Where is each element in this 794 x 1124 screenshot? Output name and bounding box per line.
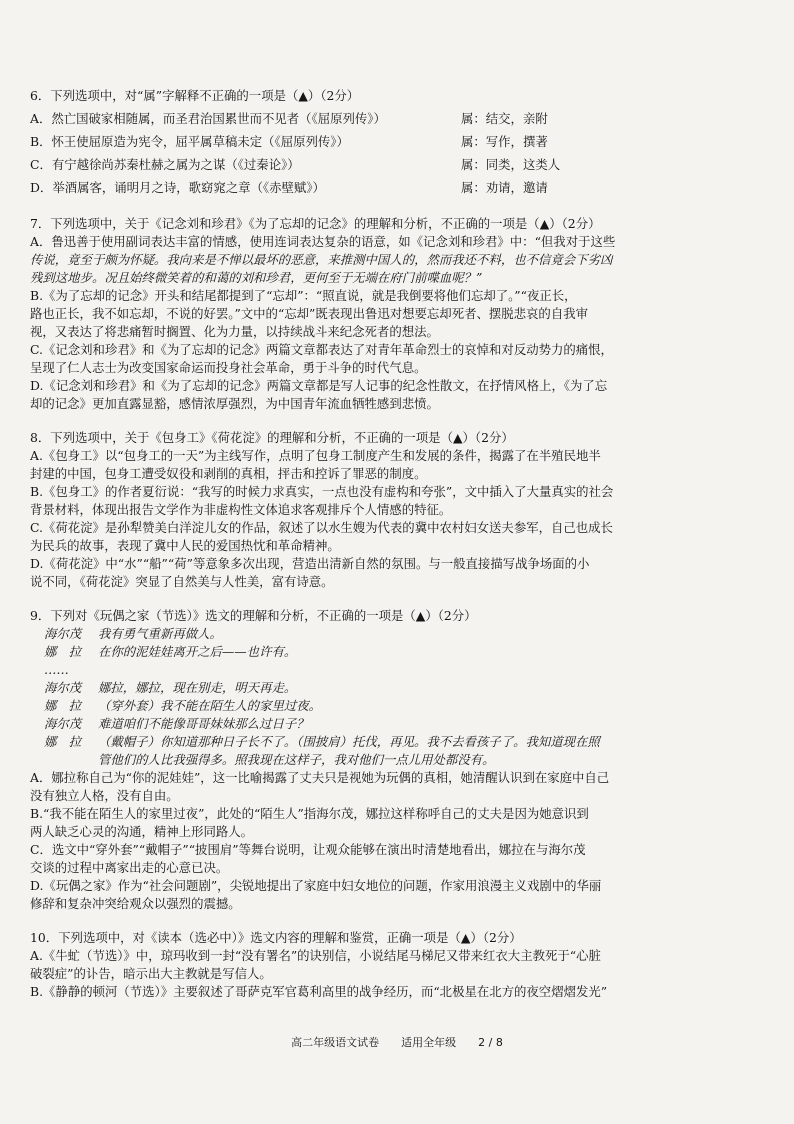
option-a-gloss: 属：结交，亲附 [461,111,548,126]
question-8-option-b-line-2: 背景材料，体现出报告文学作为非虚构性文体追求客观排斥个人情感的特征。 [30,502,452,517]
question-7-option-b-line-3: 视，又表达了将悲痛暂时搁置、化为力量，以持续战斗来纪念死者的想法。 [30,324,439,339]
option-d-text: D．举酒属客，诵明月之诗，歌窈窕之章（《赤壁赋》） [30,180,325,195]
script-line [44,625,662,643]
question-10-title: 10．下列选项中，对《读本（选必中）》选文内容的理解和鉴赏，正确一项是（▲）（2分） [30,930,522,945]
question-6-title: 6．下列选项中，对“属”字解释不正确的一项是（▲）（2分） [30,88,360,103]
question-9-option-d-line-2: 修辞和复杂冲突给观众以强烈的震撼。 [30,896,241,911]
script-speaker: 娜 拉 [44,734,82,749]
question-8-option-d-line-2: 说不同，《荷花淀》突显了自然美与人性美，富有诗意。 [30,574,334,589]
script-text: （穿外套）我不能在陌生人的家里过夜。 [98,698,322,713]
question-7-option-d-line-2: 却的记念》更加直露显豁，感情浓厚强烈，为中国青年流血牺牲感到悲愤。 [30,396,439,411]
script-line [44,661,662,679]
question-6-option-d [30,176,662,199]
question-9-option-b-line-2: 两人缺乏心灵的沟通，精神上形同路人。 [30,824,254,839]
script-text: 我有勇气重新再做人。 [98,626,222,641]
question-9-option-d-line-1: D.《玩偶之家》作为“社会问题剧”，尖锐地提出了家庭中妇女地位的问题，作家用浪漫主义戏剧中的华丽 [30,878,602,893]
question-7-option-a-line-2: 传说，竟至于颇为怀疑。我向来是不惮以最坏的恶意，来推测中国人的，然而我还不料，也不信竟会下劣凶 [30,252,613,267]
question-10-option-b-line-1: B.《静静的顿河（节选）》主要叙述了哥萨克军官葛利高里的战争经历，而“北极星在北方的夜空熠熠发光” [30,984,608,999]
question-10-option-a-line-1: A.《牛虻（节选）》中，琼玛收到一封“没有署名”的诀别信，小说结尾马梯尼又带来红衣大主教死于“心脏 [30,948,601,963]
option-b-gloss: 属：写作，撰著 [461,134,548,149]
question-9-option-c-line-2: 交谈的过程中离家出走的心意已决。 [30,860,229,875]
script-ellipsis: …… [44,662,69,677]
script-line [44,697,662,715]
option-c-text: C．有宁越徐尚苏秦杜赫之属为之谋（《过秦论》） [30,157,300,172]
question-7 [30,215,662,413]
question-8-option-c-line-2: 为民兵的故事，表现了冀中人民的爱国热忱和革命精神。 [30,538,340,553]
option-b-text: B．怀王使屈原造为宪令，屈平属草稿未定（《屈原列传》） [30,134,349,149]
script-speaker: 海尔茂 [44,716,82,731]
question-8-option-b-line-1: B.《包身工》的作者夏衍说：“我写的时候力求真实，一点也没有虚构和夸张”，文中插入了大量真实的社会 [30,484,614,499]
question-8-title: 8．下列选项中，关于《包身工》《荷花淀》的理解和分析，不正确的一项是（▲）（2分） [30,430,514,445]
page-footer: 高二年级语文试卷 适用全年级 2 / 8 [291,1036,503,1049]
script-text: 难道咱们不能像哥哥妹妹那么过日子？ [98,716,309,731]
question-8-option-a-line-2: 封建的中国，包身工遭受奴役和剥削的真相，抨击和控诉了罪恶的制度。 [30,466,427,481]
script-line [44,643,662,661]
question-7-option-b-line-2: 路也正长，我不如忘却，不说的好罢。”文中的“忘却”既表现出鲁迅对想要忘却死者、摆脱悲哀的自我审 [30,306,588,321]
question-7-option-a-line-3: 残到这地步。况且始终微笑着的和蔼的刘和珍君，更何至于无端在府门前喋血呢？” [30,270,483,285]
option-a-text: A．然亡国破家相随属，而圣君治国累世而不见者（《屈原列传》） [30,111,386,126]
question-7-option-a-line-1: A．鲁迅善于使用副词表达丰富的情感，使用连词表达复杂的语意，如《记念刘和珍君》中：“但我对于这些 [30,234,616,249]
option-c-gloss: 属：同类，这类人 [461,157,561,172]
question-7-title: 7．下列选项中，关于《记念刘和珍君》《为了忘却的记念》的理解和分析，不正确的一项是（▲）（2分） [30,216,601,231]
question-8-option-d-line-1: D.《荷花淀》中“水”“船”“荷”等意象多次出现，营造出清新自然的氛围。与一般直接描写战争场面的小 [30,556,590,571]
script-speaker: 娜 拉 [44,644,82,659]
question-9-option-c-line-1: C．选文中“穿外套”“戴帽子”“披围肩”等舞台说明，让观众能够在演出时清楚地看出，娜拉在与海尔茂 [30,842,586,857]
script-text: （戴帽子）你知道那种日子长不了。（围披肩）托伐，再见。我不去看孩子了。我知道现在照 [98,734,600,749]
option-d-gloss: 属：劝请，邀请 [461,180,548,195]
question-10 [30,929,662,1001]
question-9-title: 9．下列对《玩偶之家（节选）》选文的理解和分析，不正确的一项是（▲）（2分） [30,608,477,623]
question-9-option-a-line-2: 没有独立人格，没有自由。 [30,788,179,803]
script-line [44,715,662,733]
question-6-option-c [30,153,662,176]
question-7-option-d-line-1: D.《记念刘和珍君》和《为了忘却的记念》两篇文章都是写人记事的纪念性散文，在抒情风格上，《为了忘 [30,378,608,393]
question-8-option-c-line-1: C.《荷花淀》是孙犁赞美白洋淀儿女的作品，叙述了以水生嫂为代表的冀中农村妇女送夫参军，自己也成长 [30,520,613,535]
script-continuation: 管他们的人比我强得多。照我现在这样子，我对他们一点儿用处都没有。 [98,752,495,767]
question-7-option-c-line-2: 呈现了仁人志士为改变国家命运而投身社会革命，勇于斗争的时代气息。 [30,360,427,375]
exam-page [30,84,662,1001]
question-9 [30,607,662,913]
question-7-option-c-line-1: C.《记念刘和珍君》和《为了忘却的记念》两篇文章都表达了对青年革命烈士的哀悼和对反动势力的痛恨， [30,342,613,357]
script-speaker: 海尔茂 [44,680,82,695]
script-text: 在你的泥娃娃离开之后——也许有。 [98,644,297,659]
script-speaker: 海尔茂 [44,626,82,641]
question-9-option-b-line-1: B.“我不能在陌生人的家里过夜”，此处的“陌生人”指海尔茂，娜拉这样称呼自己的丈夫是因为她意识到 [30,806,589,821]
question-10-option-a-line-2: 破裂症”的讣告，暗示出大主教就是写信人。 [30,966,272,981]
question-6-option-a [30,107,662,130]
script-text: 娜拉，娜拉，现在别走，明天再走。 [98,680,297,695]
script-line [44,679,662,697]
question-8-option-a-line-1: A.《包身工》以“包身工的一天”为主线写作，点明了包身工制度产生和发展的条件，揭露了在半殖民地半 [30,448,601,463]
question-9-option-a-line-1: A．娜拉称自己为“你的泥娃娃”，这一比喻揭露了丈夫只是视她为玩偶的真相，她清醒认识到在家庭中自己 [30,770,610,785]
play-excerpt [30,625,662,769]
script-text [98,661,662,679]
question-6-option-b [30,130,662,153]
script-speaker: 娜 拉 [44,698,82,713]
script-line [44,733,662,751]
question-7-option-b-line-1: B.《为了忘却的记念》开头和结尾都提到了“忘却”：“照直说，就是我倒要将他们忘却了。”“夜正长， [30,288,577,303]
question-8 [30,429,662,591]
question-6 [30,84,662,199]
